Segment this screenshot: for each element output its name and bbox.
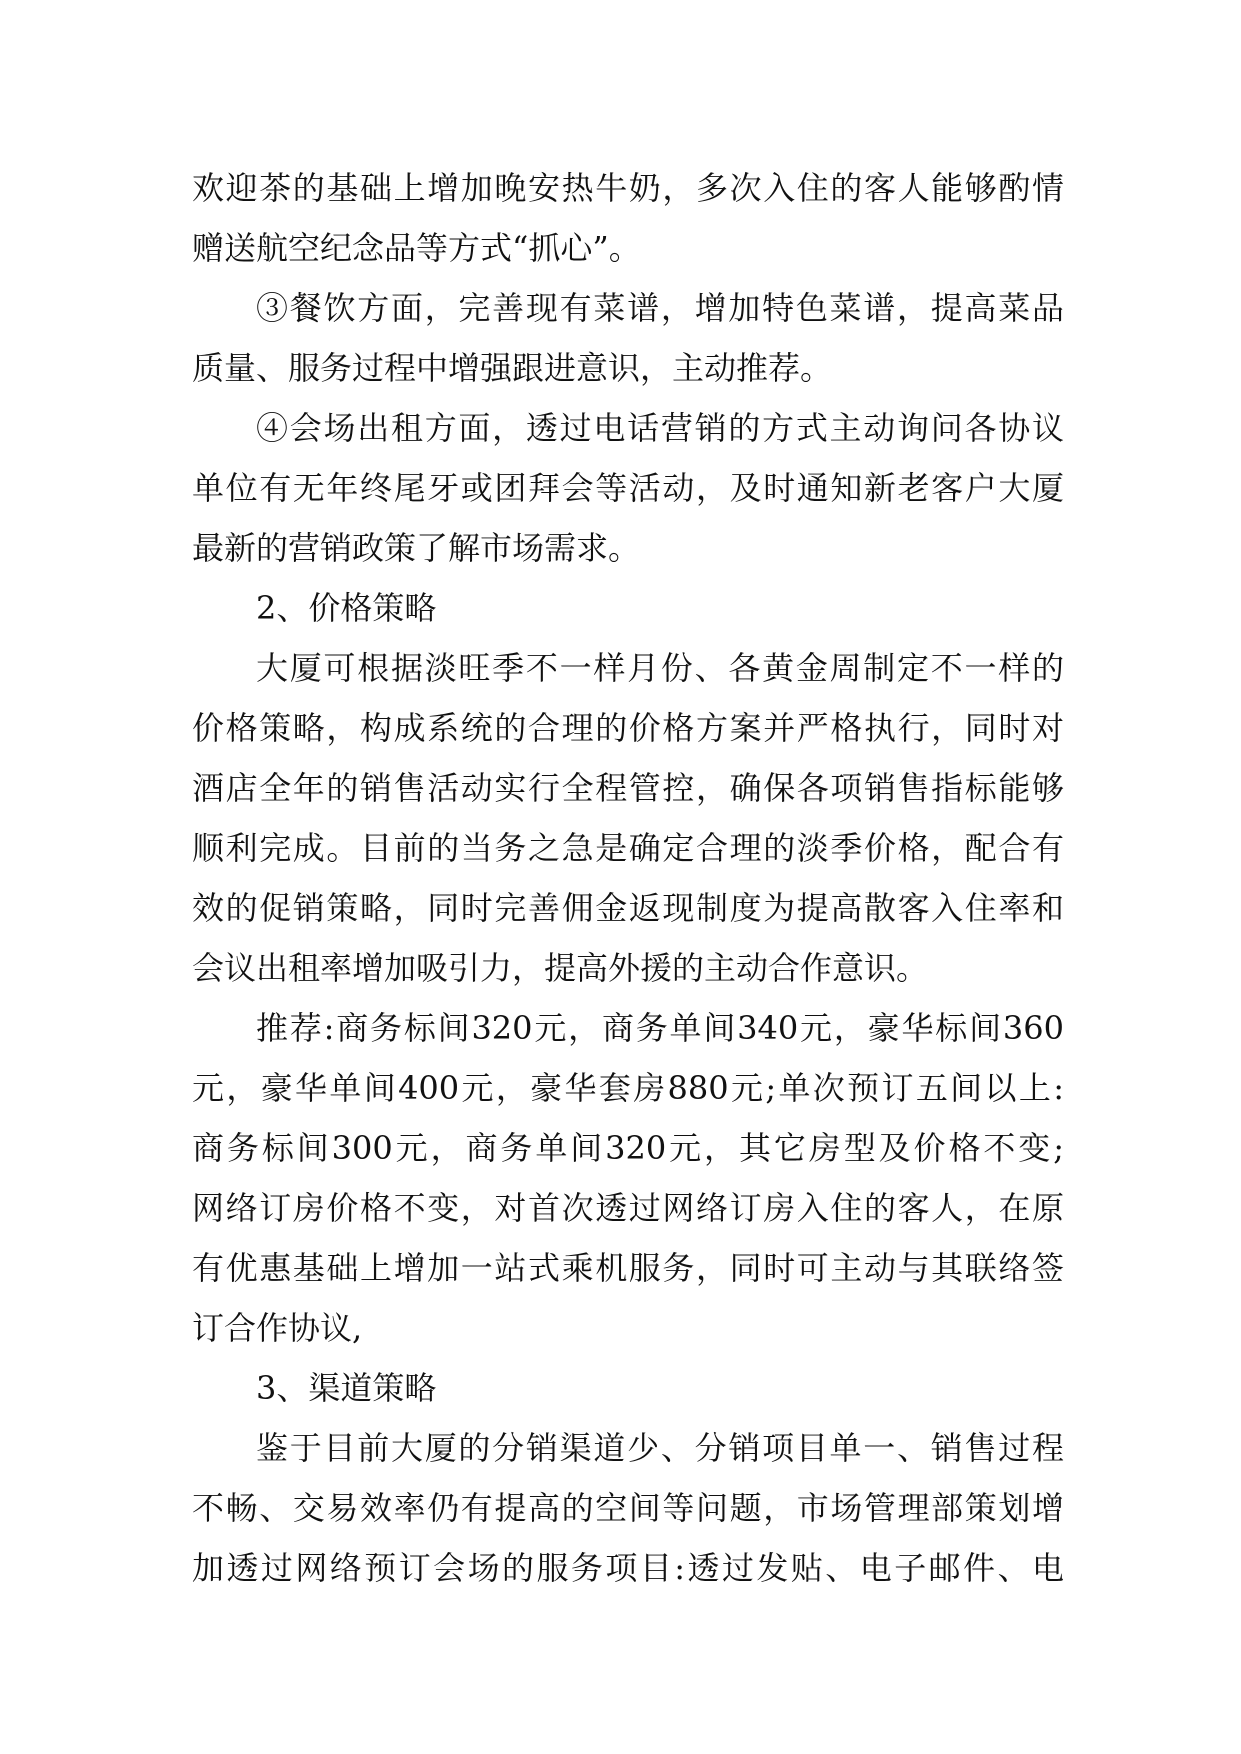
body-text [192,158,1064,1598]
text-line: 效的促销策略，同时完善佣金返现制度为提高散客入住率和 [192,889,1064,927]
text-line: 质量、服务过程中增强跟进意识，主动推荐。 [192,349,833,387]
text-line: 价格策略，构成系统的合理的价格方案并严格执行，同时对 [192,709,1064,747]
text-line: 大厦可根据淡旺季不一样月份、各黄金周制定不一样的 [256,649,1064,687]
text-line: 赠送航空纪念品等方式“抓心”。 [192,229,641,267]
text-line: 顺利完成。目前的当务之急是确定合理的淡季价格，配合有 [192,829,1064,867]
text-line: 不畅、交易效率仍有提高的空间等问题，市场管理部策划增 [192,1489,1064,1527]
text-line: 订合作协议, [192,1309,363,1347]
text-line: 元，豪华单间400元，豪华套房880元;单次预订五间以上: [192,1069,1064,1107]
text-line: 最新的营销政策了解市场需求。 [192,529,641,567]
text-line: ④会场出租方面，透过电话营销的方式主动询问各协议 [256,409,1064,447]
section-heading: 2、价格策略 [256,589,437,627]
text-line: 酒店全年的销售活动实行全程管控，确保各项销售指标能够 [192,769,1064,807]
text-line: 欢迎茶的基础上增加晚安热牛奶，多次入住的客人能够酌情 [192,169,1064,207]
text-line: 加透过网络预订会场的服务项目:透过发贴、电子邮件、电 [192,1549,1064,1587]
section-heading: 3、渠道策略 [256,1369,437,1407]
text-line: 单位有无年终尾牙或团拜会等活动，及时通知新老客户大厦 [192,469,1064,507]
text-line: 商务标间300元，商务单间320元，其它房型及价格不变; [192,1129,1064,1167]
text-line: 鉴于目前大厦的分销渠道少、分销项目单一、销售过程 [256,1429,1064,1467]
text-line: 有优惠基础上增加一站式乘机服务，同时可主动与其联络签 [192,1249,1064,1287]
text-line: ③餐饮方面，完善现有菜谱，增加特色菜谱，提高菜品 [256,289,1064,327]
text-line: 推荐:商务标间320元，商务单间340元，豪华标间360 [256,1009,1064,1047]
text-line: 会议出租率增加吸引力，提高外援的主动合作意识。 [192,949,929,987]
text-line: 网络订房价格不变，对首次透过网络订房入住的客人，在原 [192,1189,1064,1227]
